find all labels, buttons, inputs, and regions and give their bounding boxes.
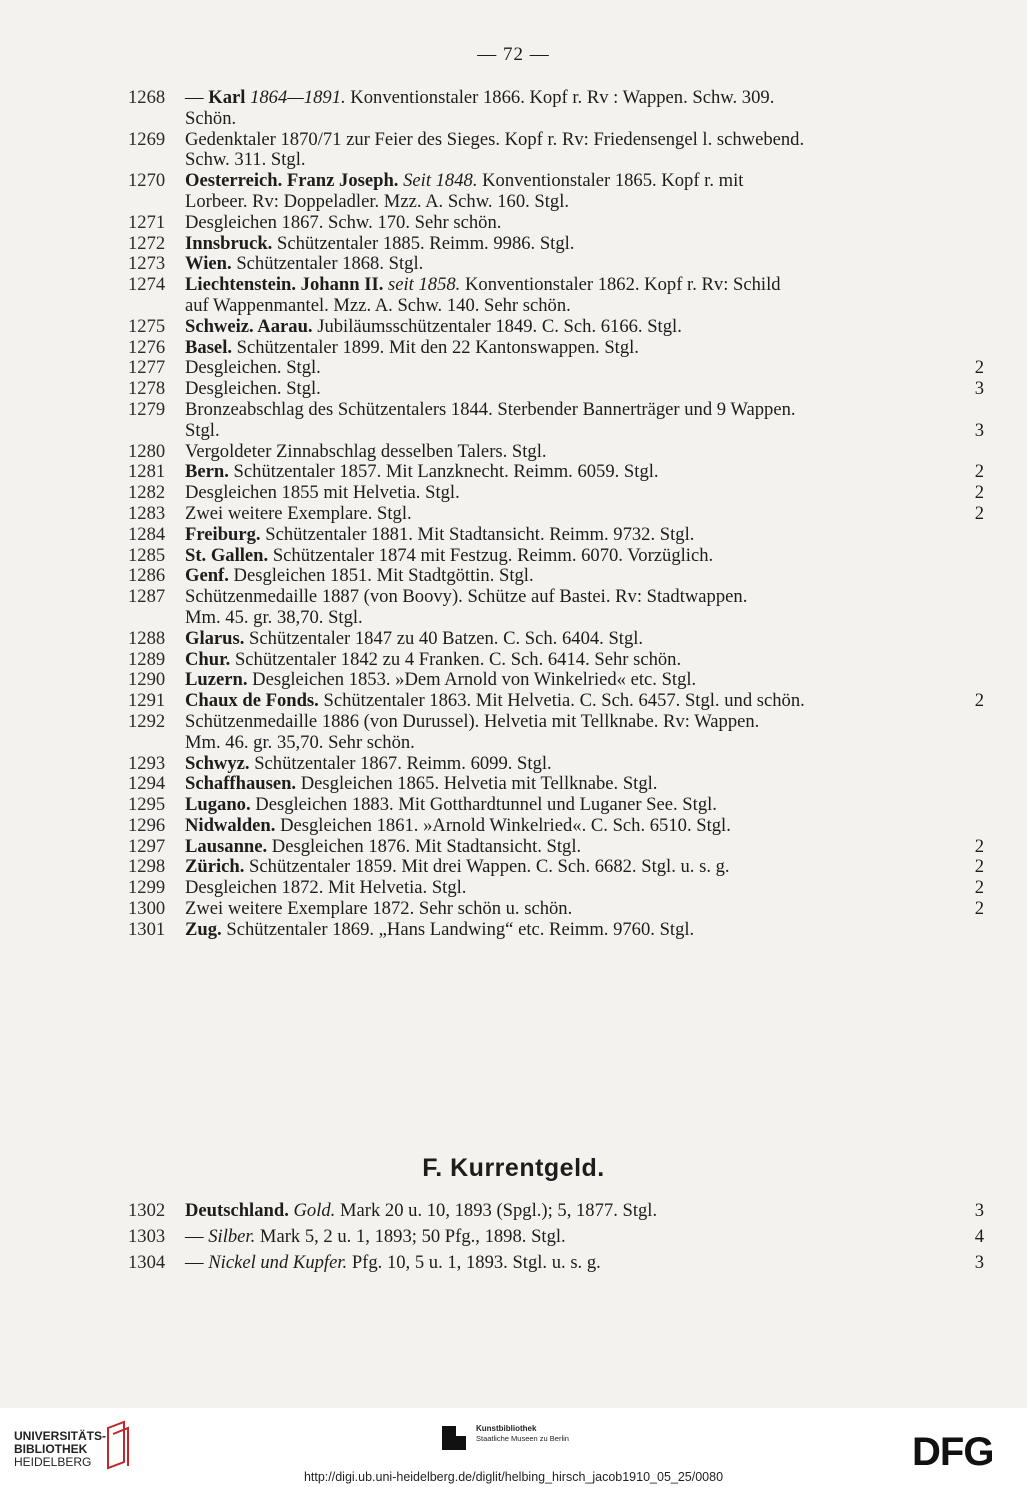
- entry-text: Mark 5, 2 u. 1, 1893; 50 Pfg., 1898. Stgl.: [255, 1225, 566, 1247]
- entry-quantity: 3: [974, 378, 984, 400]
- catalog-entry: [128, 546, 984, 567]
- entry-description: [128, 816, 984, 837]
- entry-quantity: 2: [974, 835, 984, 857]
- entry-number: 1281: [128, 461, 166, 483]
- entry-heading: Nidwalden.: [185, 814, 276, 836]
- catalog-entry: [128, 213, 984, 234]
- entry-quantity: 2: [974, 357, 984, 379]
- entry-heading: Schwyz.: [185, 752, 250, 774]
- entry-text: Schützentaler 1869. „Hans Landwing“ etc. Reimm. 9760. Stgl.: [221, 918, 695, 940]
- entry-description: [128, 754, 984, 775]
- catalog-entry: [128, 899, 984, 920]
- entry-continuation: Stgl.: [185, 419, 220, 441]
- entry-text: Pfg. 10, 5 u. 1, 1893. Stgl. u. s. g.: [347, 1251, 601, 1273]
- entry-number: 1279: [128, 398, 166, 420]
- entry-description: [128, 566, 984, 587]
- entry-text: Vergoldeter Zinnabschlag desselben Talers. Stgl.: [185, 440, 547, 462]
- entry-italic: Seit 1848.: [398, 170, 478, 192]
- entry-description: [128, 629, 984, 650]
- entry-description: [128, 525, 984, 546]
- entry-heading: Deutschland.: [185, 1200, 289, 1221]
- entry-number: 1287: [128, 586, 166, 608]
- entry-description: [128, 1201, 984, 1222]
- entry-number: 1270: [128, 170, 166, 192]
- catalog-entry: [128, 920, 984, 941]
- entry-text: Desgleichen 1865. Helvetia mit Tellknabe. Stgl.: [296, 773, 658, 795]
- entry-text: Schützentaler 1847 zu 40 Batzen. C. Sch. 6404. Stgl.: [244, 627, 644, 649]
- catalog-entry: [128, 691, 984, 712]
- catalog-entry: [128, 774, 984, 795]
- entry-number: 1285: [128, 544, 166, 566]
- catalog-entry: [128, 317, 984, 338]
- catalog-entry: [128, 338, 984, 359]
- entry-number: 1275: [128, 315, 166, 337]
- entry-number: 1302: [128, 1200, 166, 1221]
- entry-description: [128, 899, 984, 920]
- entry-quantity: 2: [974, 482, 984, 504]
- entry-number: 1301: [128, 918, 166, 940]
- entry-heading: Freiburg.: [185, 523, 261, 545]
- entry-text: Schützentaler 1859. Mit drei Wappen. C. Sch. 6682. Stgl. u. s. g.: [244, 856, 730, 878]
- catalog-entry: [128, 358, 984, 379]
- entry-description: [128, 379, 984, 400]
- catalog-entry: [128, 1227, 984, 1248]
- entry-continuation: Mm. 45. gr. 38,70. Stgl.: [185, 606, 363, 628]
- entry-prefix: —: [185, 87, 209, 108]
- entry-description: [128, 400, 984, 442]
- entry-quantity: 2: [974, 461, 984, 483]
- entry-quantity: 2: [974, 690, 984, 712]
- entry-description: [128, 234, 984, 255]
- entry-text: Konventionstaler 1866. Kopf r. Rv : Wappen. Schw. 309.: [345, 87, 775, 108]
- entry-text: Desgleichen 1861. »Arnold Winkelried«. C. Sch. 6510. Stgl.: [275, 814, 731, 836]
- entry-description: [128, 650, 984, 671]
- entry-number: 1292: [128, 710, 166, 732]
- catalog-entry: [128, 712, 984, 754]
- entry-italic: 1864—1891.: [245, 87, 346, 108]
- catalog-entry: [128, 462, 984, 483]
- entry-description: [128, 130, 984, 172]
- entry-number: 1271: [128, 211, 166, 233]
- catalog-entry: [128, 795, 984, 816]
- entry-number: 1294: [128, 773, 166, 795]
- entry-number: 1274: [128, 274, 166, 296]
- entry-number: 1297: [128, 835, 166, 857]
- entry-quantity: 4: [974, 1225, 984, 1247]
- entry-number: 1268: [128, 87, 166, 108]
- entry-text: Schützentaler 1874 mit Festzug. Reimm. 6070. Vorzüglich.: [268, 544, 714, 566]
- entry-description: [128, 587, 984, 629]
- entry-heading: Chaux de Fonds.: [185, 690, 319, 712]
- entry-heading: Chur.: [185, 648, 231, 670]
- ub-line3: HEIDELBERG: [14, 1455, 92, 1469]
- entry-italic: seit 1858.: [383, 274, 461, 296]
- catalog-entry: [128, 1253, 984, 1274]
- entry-text: Schützentaler 1842 zu 4 Franken. C. Sch. 6414. Sehr schön.: [230, 648, 682, 670]
- entry-description: [128, 837, 984, 858]
- entry-number: 1299: [128, 877, 166, 899]
- entry-number: 1284: [128, 523, 166, 545]
- kb-title: Kunstbibliothek: [476, 1424, 537, 1433]
- entry-heading: Lugano.: [185, 794, 251, 816]
- entry-text: Jubiläumsschützentaler 1849. C. Sch. 6166. Stgl.: [312, 315, 682, 337]
- entry-prefix: —: [185, 1225, 209, 1247]
- entry-number: 1293: [128, 752, 166, 774]
- entry-text: Schützentaler 1881. Mit Stadtansicht. Reimm. 9732. Stgl.: [260, 523, 695, 545]
- entry-number: 1298: [128, 856, 166, 878]
- entry-number: 1300: [128, 898, 166, 920]
- entry-number: 1289: [128, 648, 166, 670]
- entry-heading: Oesterreich. Franz Joseph.: [185, 170, 399, 192]
- entry-description: [128, 483, 984, 504]
- ub-line1: UNIVERSITÄTS-: [14, 1429, 107, 1443]
- section-title: F. Kurrentgeld.: [422, 1154, 605, 1182]
- entry-description: [128, 442, 984, 463]
- entry-text: Konventionstaler 1862. Kopf r. Rv: Schild: [460, 274, 781, 296]
- entry-number: 1278: [128, 378, 166, 400]
- entry-heading: Glarus.: [185, 627, 245, 649]
- entry-text: Schützentaler 1857. Mit Lanzknecht. Reimm. 6059. Stgl.: [228, 461, 659, 483]
- catalog-entry: [128, 379, 984, 400]
- entry-number: 1303: [128, 1225, 166, 1247]
- catalog-entry: [128, 587, 984, 629]
- entry-description: [128, 546, 984, 567]
- entry-heading: Wien.: [185, 253, 232, 275]
- entry-number: 1276: [128, 336, 166, 358]
- entry-description: [128, 795, 984, 816]
- catalog-entry: [128, 629, 984, 650]
- entry-number: 1269: [128, 128, 166, 150]
- entry-number: 1304: [128, 1251, 166, 1273]
- entry-text: Desgleichen 1867. Schw. 170. Sehr schön.: [185, 211, 502, 233]
- entry-description: [128, 88, 984, 130]
- catalog-entry: [128, 88, 984, 130]
- entry-text: Desgleichen 1872. Mit Helvetia. Stgl.: [185, 877, 467, 899]
- entry-text: Desgleichen 1883. Mit Gotthardtunnel und Luganer See. Stgl.: [250, 794, 717, 816]
- entry-description: [128, 1253, 984, 1274]
- entry-text: Bronzeabschlag des Schützentalers 1844. Sterbender Bannerträger und 9 Wappen.: [185, 398, 796, 420]
- catalog-entry: [128, 837, 984, 858]
- entry-continuation: Mm. 46. gr. 35,70. Sehr schön.: [185, 731, 415, 753]
- entry-quantity: 2: [974, 502, 984, 524]
- entry-text: Schützenmedaille 1886 (von Durussel). Helvetia mit Tellknabe. Rv: Wappen.: [185, 710, 760, 732]
- entry-number: 1295: [128, 794, 166, 816]
- entry-continuation: auf Wappenmantel. Mzz. A. Schw. 140. Sehr schön.: [185, 294, 571, 316]
- source-url-link[interactable]: http://digi.ub.uni-heidelberg.de/diglit/helbing_hirsch_jacob1910_05_25/0080: [303, 1470, 724, 1484]
- entry-number: 1272: [128, 232, 166, 254]
- entry-number: 1283: [128, 502, 166, 524]
- catalog-entry: [128, 234, 984, 255]
- entry-text: Desgleichen 1855 mit Helvetia. Stgl.: [185, 482, 460, 504]
- ub-emblem-icon: [104, 1420, 130, 1470]
- entry-description: [128, 358, 984, 379]
- catalog-entry: [128, 525, 984, 546]
- catalog-entry: [128, 442, 984, 463]
- entry-description: [128, 1227, 984, 1248]
- entry-prefix: —: [185, 1251, 209, 1273]
- entry-continuation: Lorbeer. Rv: Doppeladler. Mzz. A. Schw. 160. Stgl.: [185, 190, 570, 212]
- entry-description: [128, 857, 984, 878]
- entry-number: 1286: [128, 565, 166, 587]
- catalog-entry: [128, 857, 984, 878]
- entry-number: 1296: [128, 814, 166, 836]
- entry-text: Schützentaler 1868. Stgl.: [231, 253, 424, 275]
- catalog-entry: [128, 275, 984, 317]
- kb-sub: Staatliche Museen zu Berlin: [476, 1434, 569, 1443]
- entry-heading: Genf.: [185, 565, 229, 587]
- catalog-entry: [128, 130, 984, 172]
- catalog-entry: [128, 504, 984, 525]
- entry-heading: Karl: [208, 87, 246, 108]
- entry-heading: Zug.: [185, 918, 222, 940]
- catalog-entry: [128, 171, 984, 213]
- entry-continuation: Schön.: [185, 107, 237, 129]
- catalog-entry: [128, 816, 984, 837]
- entry-italic: Gold.: [288, 1200, 336, 1221]
- entry-quantity: 2: [974, 877, 984, 899]
- entry-number: 1280: [128, 440, 166, 462]
- page-number: — 72 —: [477, 44, 550, 65]
- entry-description: [128, 213, 984, 234]
- entry-number: 1290: [128, 669, 166, 691]
- entry-number: 1282: [128, 482, 166, 504]
- entry-description: [128, 878, 984, 899]
- entry-text: Schützentaler 1863. Mit Helvetia. C. Sch. 6457. Stgl. und schön.: [318, 690, 805, 712]
- catalog-entry: [128, 483, 984, 504]
- entry-description: [128, 774, 984, 795]
- catalog-entry: [128, 1201, 984, 1222]
- entry-description: [128, 171, 984, 213]
- entry-description: [128, 254, 984, 275]
- ub-heidelberg-logo[interactable]: [14, 1430, 106, 1469]
- catalog-entries: [128, 88, 984, 941]
- entry-text: Desgleichen 1851. Mit Stadtgöttin. Stgl.: [228, 565, 534, 587]
- entry-heading: Schaffhausen.: [185, 773, 297, 795]
- entry-text: Desgleichen. Stgl.: [185, 378, 321, 400]
- entry-description: [128, 691, 984, 712]
- ub-line2: BIBLIOTHEK: [14, 1442, 88, 1456]
- entry-italic: Silber.: [208, 1225, 256, 1247]
- entry-continuation: Schw. 311. Stgl.: [185, 149, 306, 171]
- entry-number: 1291: [128, 690, 166, 712]
- entry-description: [128, 712, 984, 754]
- entry-heading: Bern.: [185, 461, 229, 483]
- entry-text: Mark 20 u. 10, 1893 (Spgl.); 5, 1877. Stgl.: [335, 1200, 658, 1221]
- entry-heading: Basel.: [185, 336, 233, 358]
- entry-quantity: 2: [974, 856, 984, 878]
- catalog-entry: [128, 650, 984, 671]
- catalog-entry: [128, 400, 984, 442]
- catalog-entry: [128, 254, 984, 275]
- kunstbibliothek-text: [476, 1424, 569, 1444]
- entry-quantity: 3: [974, 1200, 984, 1221]
- entry-text: Schützenmedaille 1887 (von Boovy). Schütze auf Bastei. Rv: Stadtwappen.: [185, 586, 748, 608]
- entry-heading: St. Gallen.: [185, 544, 269, 566]
- catalog-entries-kurrentgeld: [128, 1201, 984, 1279]
- entry-description: [128, 504, 984, 525]
- entry-description: [128, 920, 984, 941]
- entry-italic: Nickel und Kupfer.: [208, 1251, 348, 1273]
- entry-heading: Innsbruck.: [185, 232, 273, 254]
- catalog-entry: [128, 754, 984, 775]
- kunstbibliothek-logo-icon: [440, 1422, 470, 1454]
- entry-description: [128, 338, 984, 359]
- entry-heading: Liechtenstein. Johann II.: [185, 274, 384, 296]
- dfg-logo[interactable]: DFG: [912, 1430, 994, 1474]
- entry-text: Schützentaler 1899. Mit den 22 Kantonswappen. Stgl.: [232, 336, 639, 358]
- entry-heading: Schweiz. Aarau.: [185, 315, 313, 337]
- entry-text: Desgleichen 1853. »Dem Arnold von Winkelried« etc. Stgl.: [247, 669, 697, 691]
- entry-text: Zwei weitere Exemplare 1872. Sehr schön u. schön.: [185, 898, 573, 920]
- entry-text: Desgleichen. Stgl.: [185, 357, 321, 379]
- entry-number: 1273: [128, 253, 166, 275]
- entry-text: Zwei weitere Exemplare. Stgl.: [185, 502, 412, 524]
- entry-heading: Lausanne.: [185, 835, 268, 857]
- entry-description: [128, 462, 984, 483]
- catalog-entry: [128, 878, 984, 899]
- entry-text: Schützentaler 1867. Reimm. 6099. Stgl.: [249, 752, 552, 774]
- catalog-entry: [128, 670, 984, 691]
- entry-description: [128, 670, 984, 691]
- entry-heading: Luzern.: [185, 669, 248, 691]
- entry-text: Schützentaler 1885. Reimm. 9986. Stgl.: [272, 232, 575, 254]
- entry-quantity: 3: [974, 1251, 984, 1273]
- entry-quantity: 2: [974, 898, 984, 920]
- entry-description: [128, 317, 984, 338]
- entry-text: Konventionstaler 1865. Kopf r. mit: [477, 170, 744, 192]
- entry-quantity: 3: [974, 419, 984, 441]
- entry-number: 1288: [128, 627, 166, 649]
- entry-description: [128, 275, 984, 317]
- entry-number: 1277: [128, 357, 166, 379]
- catalog-entry: [128, 566, 984, 587]
- entry-text: Desgleichen 1876. Mit Stadtansicht. Stgl.: [267, 835, 582, 857]
- entry-heading: Zürich.: [185, 856, 245, 878]
- entry-text: Gedenktaler 1870/71 zur Feier des Sieges. Kopf r. Rv: Friedensengel l. schwebend.: [185, 128, 805, 150]
